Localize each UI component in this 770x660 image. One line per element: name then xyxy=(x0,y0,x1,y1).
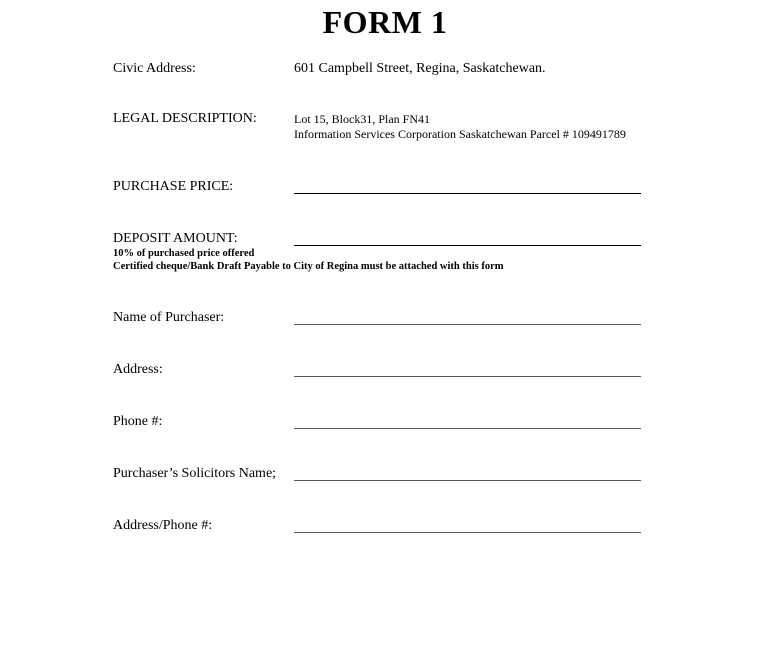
solicitor-contact-field[interactable] xyxy=(294,532,641,533)
deposit-note-cheque: Certified cheque/Bank Draft Payable to City of Regina must be attached with this form xyxy=(113,261,504,272)
phone-field[interactable] xyxy=(294,428,641,429)
phone-label: Phone #: xyxy=(113,414,163,429)
purchase-price-label: PURCHASE PRICE: xyxy=(113,179,234,194)
purchaser-name-field[interactable] xyxy=(294,324,641,325)
deposit-amount-label: DEPOSIT AMOUNT: xyxy=(113,231,238,246)
civic-address-value: 601 Campbell Street, Regina, Saskatchewan. xyxy=(294,61,546,76)
legal-description-line1: Lot 15, Block31, Plan FN41 xyxy=(294,112,431,126)
legal-description-label: LEGAL DESCRIPTION: xyxy=(113,111,257,126)
solicitor-contact-label: Address/Phone #: xyxy=(113,518,213,533)
form-title: FORM 1 xyxy=(322,4,448,40)
deposit-note-percent: 10% of purchased price offered xyxy=(113,248,255,259)
address-field[interactable] xyxy=(294,376,641,377)
purchase-price-field[interactable] xyxy=(294,193,641,194)
address-label: Address: xyxy=(113,362,163,377)
solicitor-name-field[interactable] xyxy=(294,480,641,481)
civic-address-label: Civic Address: xyxy=(113,61,196,76)
legal-description-line2: Information Services Corporation Saskatchewan Parcel # 109491789 xyxy=(294,127,626,141)
purchaser-name-label: Name of Purchaser: xyxy=(113,310,225,325)
solicitor-name-label: Purchaser’s Solicitors Name; xyxy=(113,466,277,481)
deposit-amount-field[interactable] xyxy=(294,245,641,246)
